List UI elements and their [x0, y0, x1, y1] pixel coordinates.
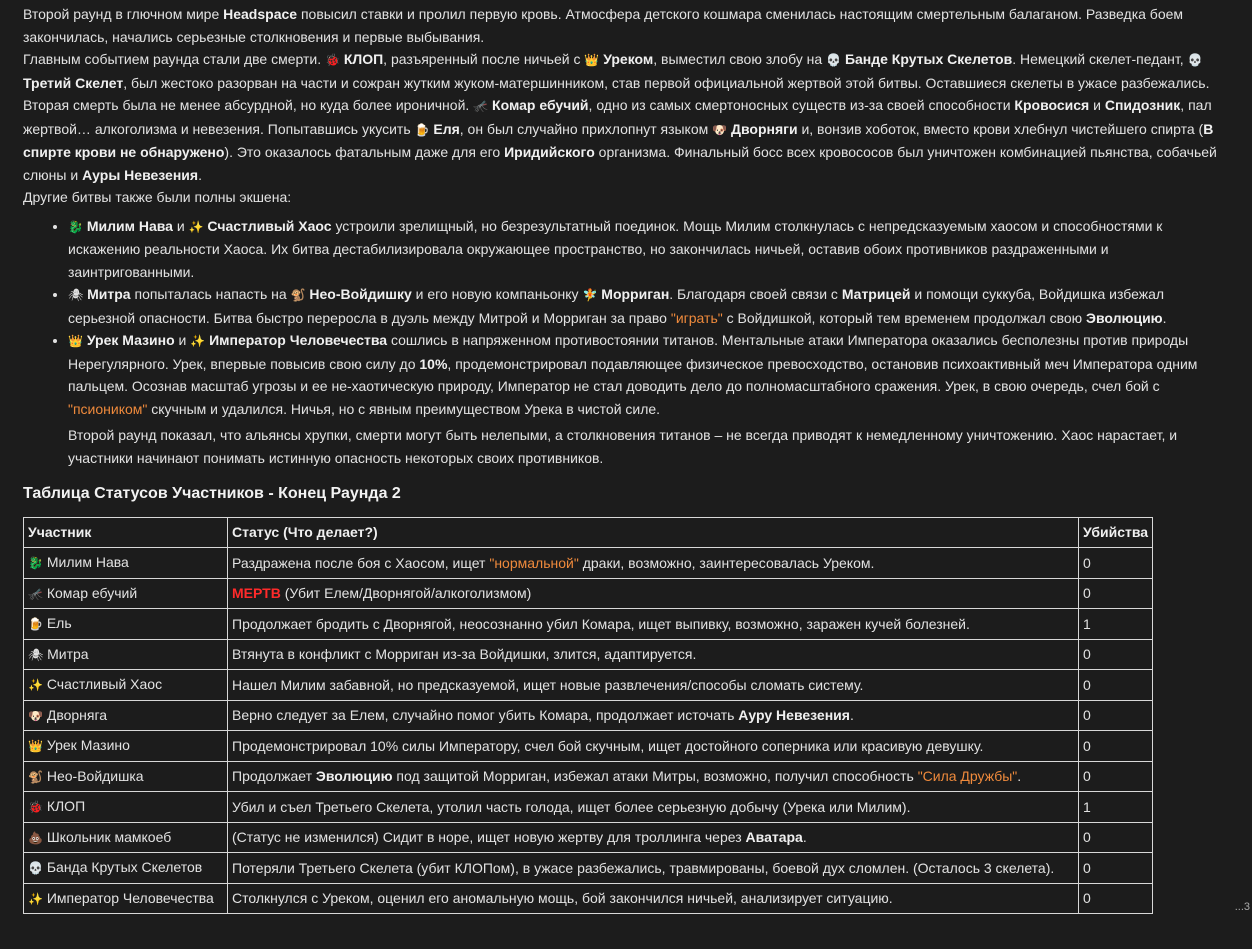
skull-icon: 💀 [826, 53, 842, 67]
cell-status: Продемонстрировал 10% силы Императору, счел бой скучным, ищет достойного соперника или красивую девушку. [228, 731, 1079, 762]
cell-kills: 0 [1079, 548, 1153, 579]
list-item: • 🕷 Митра попыталась напасть на 🐒 Нео-Войдишку и его новую компаньонку 🧚 Морриган. Благодаря своей связи с Матрицей и помощи суккуба, Войдишка избежал серьезной опасности. Битва быстро переросла в дуэль между Митрой и Морриган за право "играть" с Войдишкой, который тем временем продолжал свою Эволюцию. [68, 283, 1235, 329]
cell-status: Потеряли Третьего Скелета (убит КЛОПом), в ужасе разбежались, травмированы, боевой дух сломлен. (Осталось 3 скелета). [228, 853, 1079, 884]
cell-status: Верно следует за Елем, случайно помог убить Комара, продолжает источать Ауру Невезения. [228, 700, 1079, 731]
bug-icon: 🐞 [28, 800, 43, 814]
cell-status: Нашел Милим забавной, но предсказуемой, ищет новые развлечения/способы сломать систему. [228, 670, 1079, 701]
table-row [24, 822, 1153, 853]
crown-icon: 👑 [68, 334, 83, 348]
dog-icon: 🐶 [28, 708, 43, 723]
cell-status: (Статус не изменился) Сидит в норе, ищет новую жертву для троллинга через Аватара. [228, 822, 1079, 853]
paragraph-second-death: Вторая смерть была не менее абсурдной, но куда более ироничной. 🦟 Комар ебучий, одно из самых смертоносных существ из-за своей способности Кровосися и Спидозник, пал жертвой… алкоголизма и невезения. Попытавшись укусить 🍺 Еля, он был случайно прихлопнут языком 🐶 Дворняги и, вонзив хоботок, вместо крови хлебнул чистейшего спирта (В спирте крови не обнаружено). Это оказалось фатальным даже для его Иридийского организма. Финальный босс всех кровососов был уничтожен комбинацией пьянства, собачьей слюны и Ауры Невезения. [23, 97, 1217, 183]
table-row [24, 883, 1153, 914]
skull-icon: 💀 [1187, 53, 1203, 67]
table-row [24, 731, 1153, 762]
paragraph-other-battles: Другие битвы также были полны экшена: [23, 189, 292, 205]
cell-participant: 🐒 Нео-Войдишка [24, 761, 228, 792]
cell-kills: 1 [1079, 609, 1153, 640]
header-status: Статус (Что делает?) [228, 518, 1079, 548]
table-row [24, 548, 1153, 579]
cell-kills: 1 [1079, 792, 1153, 823]
cell-kills: 0 [1079, 761, 1153, 792]
cell-status: Втянута в конфликт с Морриган из-за Войдишки, злится, адаптируется. [228, 639, 1079, 670]
cell-status: Раздражена после боя с Хаосом, ищет "нормальной" драки, возможно, заинтересовалась Уреком. [228, 548, 1079, 579]
table-row [24, 670, 1153, 701]
cell-kills: 0 [1079, 670, 1153, 701]
cell-kills: 0 [1079, 883, 1153, 914]
cell-kills: 0 [1079, 700, 1153, 731]
cell-participant: 🐉 Милим Нава [24, 548, 228, 579]
monkey-icon: 🐒 [290, 288, 306, 302]
beer-icon: 🍺 [414, 122, 430, 137]
skull-icon: 💀 [28, 861, 43, 875]
header-kills: Убийства [1079, 518, 1153, 548]
cell-participant: 🕷 Митра [24, 639, 228, 670]
bug-icon: 🐞 [325, 53, 340, 67]
chat-message [23, 3, 1235, 914]
table-row [24, 700, 1153, 731]
table-row [24, 853, 1153, 884]
cell-participant: 🐞 КЛОП [24, 792, 228, 823]
fairy-icon: 🧚 [582, 288, 598, 302]
table-row [24, 639, 1153, 670]
scroll-edge-marker: ...3 [1234, 901, 1250, 913]
cell-participant: 🦟 Комар ебучий [24, 578, 228, 609]
mosquito-icon: 🦟 [28, 586, 43, 601]
dog-icon: 🐶 [712, 122, 728, 137]
header-participant: Участник [24, 518, 228, 548]
poop-icon: 💩 [28, 830, 43, 845]
cell-participant: 💩 Школьник мамкоеб [24, 822, 228, 853]
list-item: • 🐉 Милим Нава и ✨ Счастливый Хаос устроили зрелищный, но безрезультатный поединок. Мощь Милим столкнулась с непредсказуемым хаосом и способностями к искажению реальности Хаоса. Их битва дестабилизировала окружающее пространство, но закончилась ничьей, оставив обоих противников раздраженными и заинтригованными. [68, 215, 1235, 284]
table-row [24, 792, 1153, 823]
table-row [24, 609, 1153, 640]
dragon-icon: 🐉 [68, 219, 83, 234]
paragraph-closing: Второй раунд показал, что альянсы хрупки, смерти могут быть нелепыми, а столкновения титанов – не всегда приводят к немедленному уничтожению. Хаос нарастает, и участники начинают понимать истинную опасность некоторых своих противников. [68, 427, 1178, 466]
cell-status: Продолжает бродить с Дворнягой, неосознанно убил Комара, ищет выпивку, возможно, заражен кучей болезней. [228, 609, 1079, 640]
cell-kills: 0 [1079, 731, 1153, 762]
cell-status: Продолжает Эволюцию под защитой Морриган, избежал атаки Митры, возможно, получил способность "Сила Дружбы". [228, 761, 1079, 792]
table-title: Таблица Статусов Участников - Конец Раунда 2 [23, 485, 401, 502]
dragon-icon: 🐉 [28, 556, 43, 570]
cell-status: МЕРТВ (Убит Елем/Дворнягой/алкоголизмом) [228, 578, 1079, 609]
list-item: • 👑 Урек Мазино и ✨ Император Человечества сошлись в напряженном противостоянии титанов. Ментальные атаки Императора оказались бесполезны против природы Нерегулярного. Урек, впервые повысив свою силу до 10%, продемонстрировал подавляющее физическое превосходство, остановив психоактивный меч Императора одним пальцем. Осознав масштаб угрозы и ее не-хаотическую природу, Император не стал доводить дело до полномасштабного сражения. Урек, в свою очередь, счел бой с "псиоником" скучным и удалился. Ничья, но с явным преимуществом Урека в чистой силе. [68, 329, 1235, 420]
crown-icon: 👑 [584, 53, 600, 67]
spider-icon: 🕷 [68, 288, 84, 302]
cell-participant: 🐶 Дворняга [24, 700, 228, 731]
cell-status: Убил и съел Третьего Скелета, утолил часть голода, ищет более серьезную добычу (Урека или Милим). [228, 792, 1079, 823]
cell-participant: 🍺 Ель [24, 609, 228, 640]
cell-kills: 0 [1079, 639, 1153, 670]
cell-kills: 0 [1079, 822, 1153, 853]
sparkles-icon: ✨ [188, 219, 204, 234]
cell-status: Столкнулся с Уреком, оценил его аномальную мощь, бой закончился ничьей, анализирует ситуацию. [228, 883, 1079, 914]
mosquito-icon: 🦟 [473, 99, 489, 113]
cell-kills: 0 [1079, 578, 1153, 609]
table-row [24, 578, 1153, 609]
monkey-icon: 🐒 [28, 769, 43, 784]
cell-participant: 💀 Банда Крутых Скелетов [24, 853, 228, 884]
battle-list [23, 215, 1235, 421]
spider-icon: 🕷 [28, 647, 44, 662]
crown-icon: 👑 [28, 739, 43, 753]
sparkles-icon: ✨ [28, 678, 43, 692]
table-row [24, 761, 1153, 792]
cell-kills: 0 [1079, 853, 1153, 884]
paragraph-deaths: Главным событием раунда стали две смерти. 🐞 КЛОП, разъяренный после ничьей с 👑 Уреком, выместил свою злобу на 💀 Банде Крутых Скелетов. Немецкий скелет-педант, 💀 Третий Скелет, был жестоко разорван на части и сожран жутким жуком-матершинником, став первой официальной жертвой этой битвы. Оставшиеся скелеты в ужасе разбежались. [23, 51, 1210, 91]
table-header-row [24, 518, 1153, 548]
cell-participant: ✨ Император Человечества [24, 883, 228, 914]
paragraph-intro: Второй раунд в глючном мире Headspace повысил ставки и пролил первую кровь. Атмосфера детского кошмара сменилась настоящим смертельным балаганом. Разведка боем закончилась, начались серьезные столкновения и первые выбывания. [23, 6, 1184, 45]
sparkles-icon: ✨ [190, 334, 206, 348]
dead-badge: МЕРТВ [232, 585, 281, 601]
beer-icon: 🍺 [28, 617, 43, 631]
status-table [23, 517, 1153, 914]
sparkles-icon: ✨ [28, 891, 43, 906]
cell-participant: ✨ Счастливый Хаос [24, 670, 228, 701]
cell-participant: 👑 Урек Мазино [24, 731, 228, 762]
